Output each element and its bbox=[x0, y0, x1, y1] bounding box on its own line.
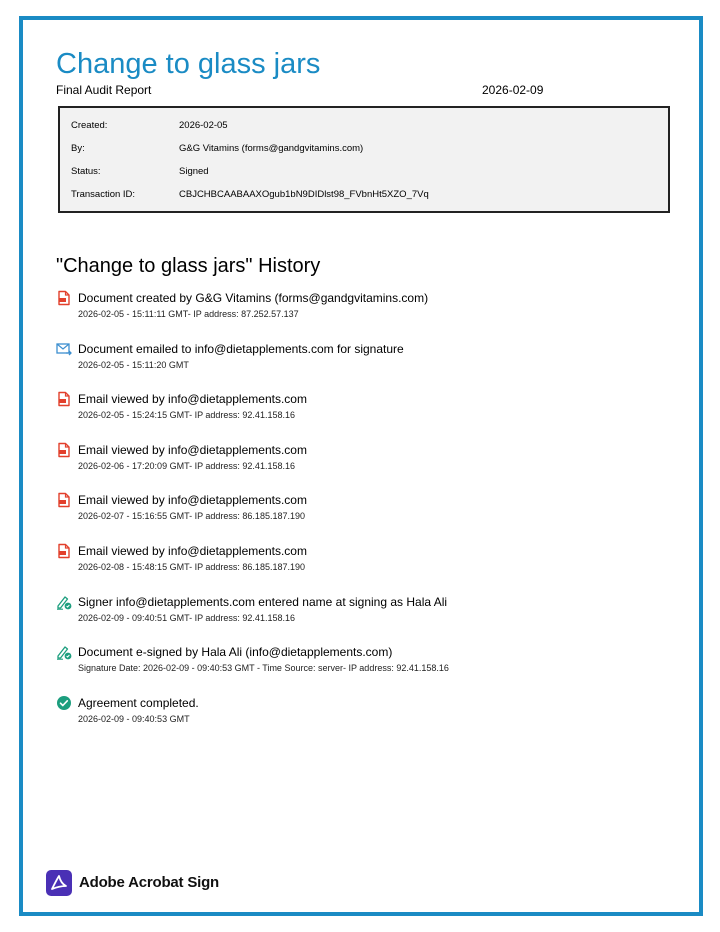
event-text: Email viewed by info@dietapplements.com bbox=[78, 544, 307, 558]
event-text: Agreement completed. bbox=[78, 696, 199, 710]
event-detail: 2026-02-09 - 09:40:53 GMT bbox=[78, 714, 190, 724]
check-circle-icon bbox=[56, 695, 72, 711]
summary-label-transaction-id: Transaction ID: bbox=[71, 189, 136, 200]
event-detail: 2026-02-07 - 15:16:55 GMT- IP address: 86.185.187.190 bbox=[78, 511, 305, 521]
event-text: Document created by G&G Vitamins (forms@gandgvitamins.com) bbox=[78, 291, 429, 305]
summary-value-transaction-id: CBJCHBCAABAAXOgub1bN9DIDlst98_FVbnHt5XZO_7Vq bbox=[179, 189, 429, 200]
document-icon bbox=[56, 391, 72, 407]
document-icon bbox=[56, 543, 72, 559]
summary-value-status: Signed bbox=[179, 166, 209, 177]
summary-value-by: G&G Vitamins (forms@gandgvitamins.com) bbox=[179, 143, 364, 154]
event-detail: 2026-02-05 - 15:11:20 GMT bbox=[78, 360, 189, 370]
summary-value-created: 2026-02-05 bbox=[179, 120, 228, 131]
event-text: Email viewed by info@dietapplements.com bbox=[78, 392, 307, 406]
event-detail: Signature Date: 2026-02-09 - 09:40:53 GMT - Time Source: server- IP address: 92.41.158.16 bbox=[78, 663, 449, 673]
summary-label-by: By: bbox=[71, 143, 85, 154]
event-text: Email viewed by info@dietapplements.com bbox=[78, 493, 307, 507]
summary-label-status: Status: bbox=[71, 166, 101, 177]
summary-label-created: Created: bbox=[71, 120, 108, 131]
page-title: Change to glass jars bbox=[56, 48, 321, 80]
event-detail: 2026-02-05 - 15:24:15 GMT- IP address: 92.41.158.16 bbox=[78, 410, 295, 420]
signature-pen-icon bbox=[56, 644, 72, 660]
history-title: "Change to glass jars" History bbox=[56, 255, 321, 277]
signature-pen-icon bbox=[56, 594, 72, 610]
event-detail: 2026-02-09 - 09:40:51 GMT- IP address: 92.41.158.16 bbox=[78, 613, 295, 623]
document-icon bbox=[56, 442, 72, 458]
summary-box bbox=[58, 106, 670, 213]
logo-text: Adobe Acrobat Sign bbox=[79, 874, 220, 891]
event-text: Document emailed to info@dietapplements.com for signature bbox=[78, 342, 404, 356]
document-icon bbox=[56, 290, 72, 306]
document-icon bbox=[56, 492, 72, 508]
event-detail: 2026-02-05 - 15:11:11 GMT- IP address: 87.252.57.137 bbox=[78, 309, 299, 319]
acrobat-logo-icon bbox=[46, 870, 72, 896]
event-text: Document e-signed by Hala Ali (info@dietapplements.com) bbox=[78, 645, 393, 659]
event-text: Signer info@dietapplements.com entered name at signing as Hala Ali bbox=[78, 595, 448, 609]
report-date: 2026-02-09 bbox=[482, 83, 544, 97]
email-send-icon bbox=[56, 341, 72, 357]
event-detail: 2026-02-08 - 15:48:15 GMT- IP address: 86.185.187.190 bbox=[78, 562, 305, 572]
event-text: Email viewed by info@dietapplements.com bbox=[78, 443, 307, 457]
event-detail: 2026-02-06 - 17:20:09 GMT- IP address: 92.41.158.16 bbox=[78, 461, 295, 471]
report-subtitle: Final Audit Report bbox=[56, 83, 152, 97]
